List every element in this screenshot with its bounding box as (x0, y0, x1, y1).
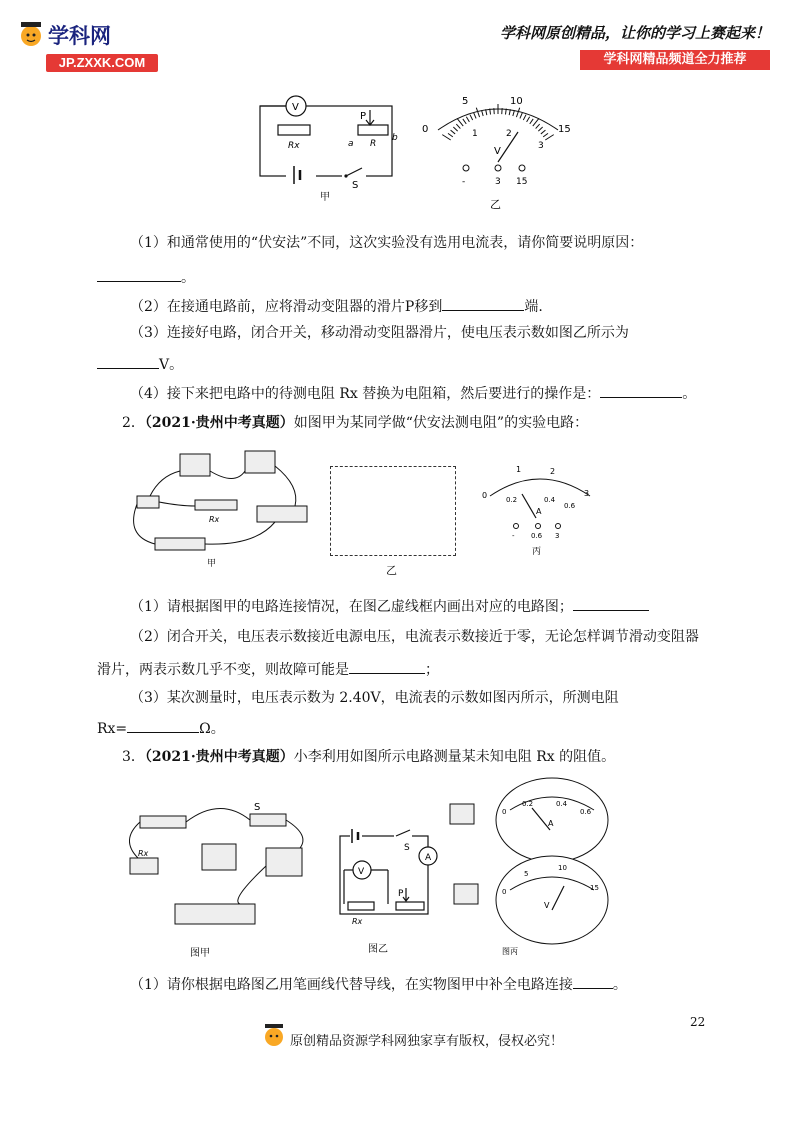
q3-yi-a-label: A (425, 853, 432, 863)
dial-tick (533, 118, 539, 126)
dial-tick (456, 124, 460, 128)
fig1-b-label: b (392, 133, 398, 143)
fig1-term-3: 3 (495, 177, 501, 187)
q2-am-tick-0: 0 (482, 491, 488, 500)
q2-am-term-neg: - (512, 532, 515, 540)
dial-tick (463, 119, 466, 124)
fig1-voltmeter-label: V (292, 102, 299, 113)
fig1-term-15: 15 (516, 177, 528, 187)
fig1-inner-1: 1 (472, 129, 478, 139)
dial-tick (520, 113, 522, 119)
q3-yi-rx-label: Rx (352, 917, 363, 926)
q2-am-term-06: 0.6 (531, 532, 543, 540)
logo-text: 学科网 (48, 24, 111, 48)
q3-am-tick-04: 0.4 (556, 800, 568, 808)
fig1-switch-label: S (352, 180, 359, 191)
logo-url: JP.ZXXK.COM (46, 54, 158, 72)
fig1-jia-label: 甲 (320, 192, 330, 203)
q2-am-tick-1: 1 (516, 465, 522, 474)
fig1-slider-label: P (360, 111, 367, 122)
q3-fig-bing-meters (440, 776, 610, 956)
q2-yi-label: 乙 (386, 564, 397, 577)
q2-am-a: A (536, 507, 542, 516)
fig1-tick-15: 15 (558, 124, 571, 135)
q2-am-tick-06: 0.6 (564, 502, 576, 510)
dial-tick (538, 127, 542, 131)
q2-fig-jia-apparatus (125, 446, 315, 571)
fig1-meter-v: V (494, 146, 501, 157)
q3-fig-jia-apparatus (120, 800, 320, 960)
q2-am-tick-04: 0.4 (544, 496, 556, 504)
q3-fig-yi-circuit (330, 826, 450, 956)
dial-tick (530, 119, 533, 124)
dial-tick (541, 130, 546, 134)
q3-am-tick-0: 0 (502, 808, 507, 816)
footer-copyright: 原创精品资源学科网独家享有版权，侵权必究！ (290, 1034, 564, 1049)
fig1-inner-2: 2 (506, 129, 512, 139)
q2-stem: 2．（2021·贵州中考真题）如图甲为某同学做“伏安法测电阻”的实验电路： (122, 415, 589, 431)
fig1-circuit-diagram (250, 88, 410, 203)
q2-am-tick-3: 3 (584, 489, 590, 498)
q3-am-tick-02: 0.2 (522, 800, 534, 808)
fig1-voltmeter-dial (418, 92, 578, 212)
q2-part2: （2）闭合开关，电压表示数接近电源电压，电流表示数接近于零，无论怎样调节滑动变阻器 (130, 629, 699, 645)
header-slogan: 学科网原创精品，让你的学习上赛起来！ (499, 24, 770, 42)
q3-jia-rx-label: Rx (138, 849, 149, 858)
dial-tick (543, 133, 548, 137)
q3-am-a: A (548, 819, 554, 828)
q3-vm-v: V (544, 901, 550, 910)
fig1-tick-10: 10 (510, 96, 523, 107)
q2-jia-label: 甲 (207, 559, 217, 569)
q3-part1: （1）请你根据电路图乙用笔画线代替导线，在实物图甲中补全电路连接 。 (130, 974, 627, 994)
q3-vm-tick-10: 10 (558, 864, 567, 872)
q3-am-tick-06: 0.6 (580, 808, 592, 816)
q2-rx-label: Rx (209, 515, 220, 524)
fig1-r-label: R (370, 139, 377, 149)
q2-part3-answer: Rx= Ω。 (97, 718, 225, 738)
dial-tick (536, 124, 540, 128)
q1-part1: （1）和通常使用的“伏安法”不同，这次实验没有选用电流表，请你简要说明原因： (130, 235, 644, 251)
q3-jia-s-label: S (254, 802, 261, 813)
q1-part1-answer: 。 (97, 267, 195, 287)
q1-part4: （4）接下来把电路中的待测电阻 Rx 替换为电阻箱，然后要进行的操作是： 。 (130, 383, 696, 403)
dial-tick (466, 117, 469, 122)
q2-part1: （1）请根据图甲的电路连接情况，在图乙虚线框内画出对应的电路图； (130, 596, 649, 616)
dial-tick (516, 108, 519, 117)
dial-tick (513, 110, 515, 116)
dial-tick (448, 133, 453, 137)
fig1-rx-label: Rx (288, 141, 300, 151)
dial-tick (453, 127, 457, 131)
q2-bing-label: 丙 (532, 547, 542, 557)
q2-part2-cont: 滑片，两表示数几乎不变，则故障可能是 ； (97, 659, 439, 679)
q2-fig-yi-dashed-box (330, 466, 456, 556)
q2-am-tick-2: 2 (550, 467, 556, 476)
dial-tick (523, 115, 526, 120)
fig1-tick-5: 5 (462, 96, 469, 107)
q3-stem: 3．（2021·贵州中考真题）小李利用如图所示电路测量某未知电阻 Rx 的阻值。 (122, 749, 616, 765)
header-channel: 学科网精品频道全力推荐 (580, 50, 770, 70)
q1-part3-answer: V。 (97, 354, 183, 374)
q3-yi-v-label: V (358, 867, 365, 877)
fig1-yi-label: 乙 (490, 198, 501, 211)
fig1-tick-0: 0 (422, 124, 429, 135)
logo-icon (18, 20, 44, 50)
q2-part3: （3）某次测量时，电压表示数为 2.40V，电流表的示数如图丙所示，所测电阻 (130, 690, 619, 706)
page-number: 22 (690, 1015, 706, 1029)
q3-vm-tick-5: 5 (524, 870, 529, 878)
dial-tick (527, 117, 530, 122)
dial-tick (451, 130, 456, 134)
fig1-inner-3: 3 (538, 141, 544, 151)
dial-tick (457, 118, 463, 126)
q3-yi-p-label: P (398, 889, 404, 899)
dial-tick (442, 135, 450, 140)
dial-tick (470, 115, 473, 120)
dial-tick (476, 108, 479, 117)
fig1-a-label: a (348, 139, 354, 149)
q3-vm-tick-15: 15 (590, 884, 599, 892)
q1-part2: （2）在接通电路前，应将滑动变阻器的滑片P移到 端. (130, 296, 543, 316)
dial-tick (545, 135, 553, 140)
q3-fig-yi-label: 图乙 (368, 944, 388, 955)
q3-fig-bing-label: 图丙 (502, 947, 518, 956)
q2-am-term-3: 3 (555, 532, 560, 540)
footer-logo-icon (262, 1022, 286, 1050)
q2-am-tick-02: 0.2 (506, 496, 518, 504)
dial-tick (482, 110, 484, 116)
dial-tick (474, 113, 476, 119)
q2-fig-bing-ammeter (478, 462, 603, 562)
q3-vm-tick-0: 0 (502, 888, 507, 896)
q3-yi-s-label: S (404, 843, 410, 853)
fig1-term-neg: - (462, 177, 466, 187)
q1-part3: （3）连接好电路，闭合开关，移动滑动变阻器滑片，使电压表示数如图乙所示为 (130, 325, 629, 341)
q3-fig-jia-label: 图甲 (190, 948, 210, 959)
